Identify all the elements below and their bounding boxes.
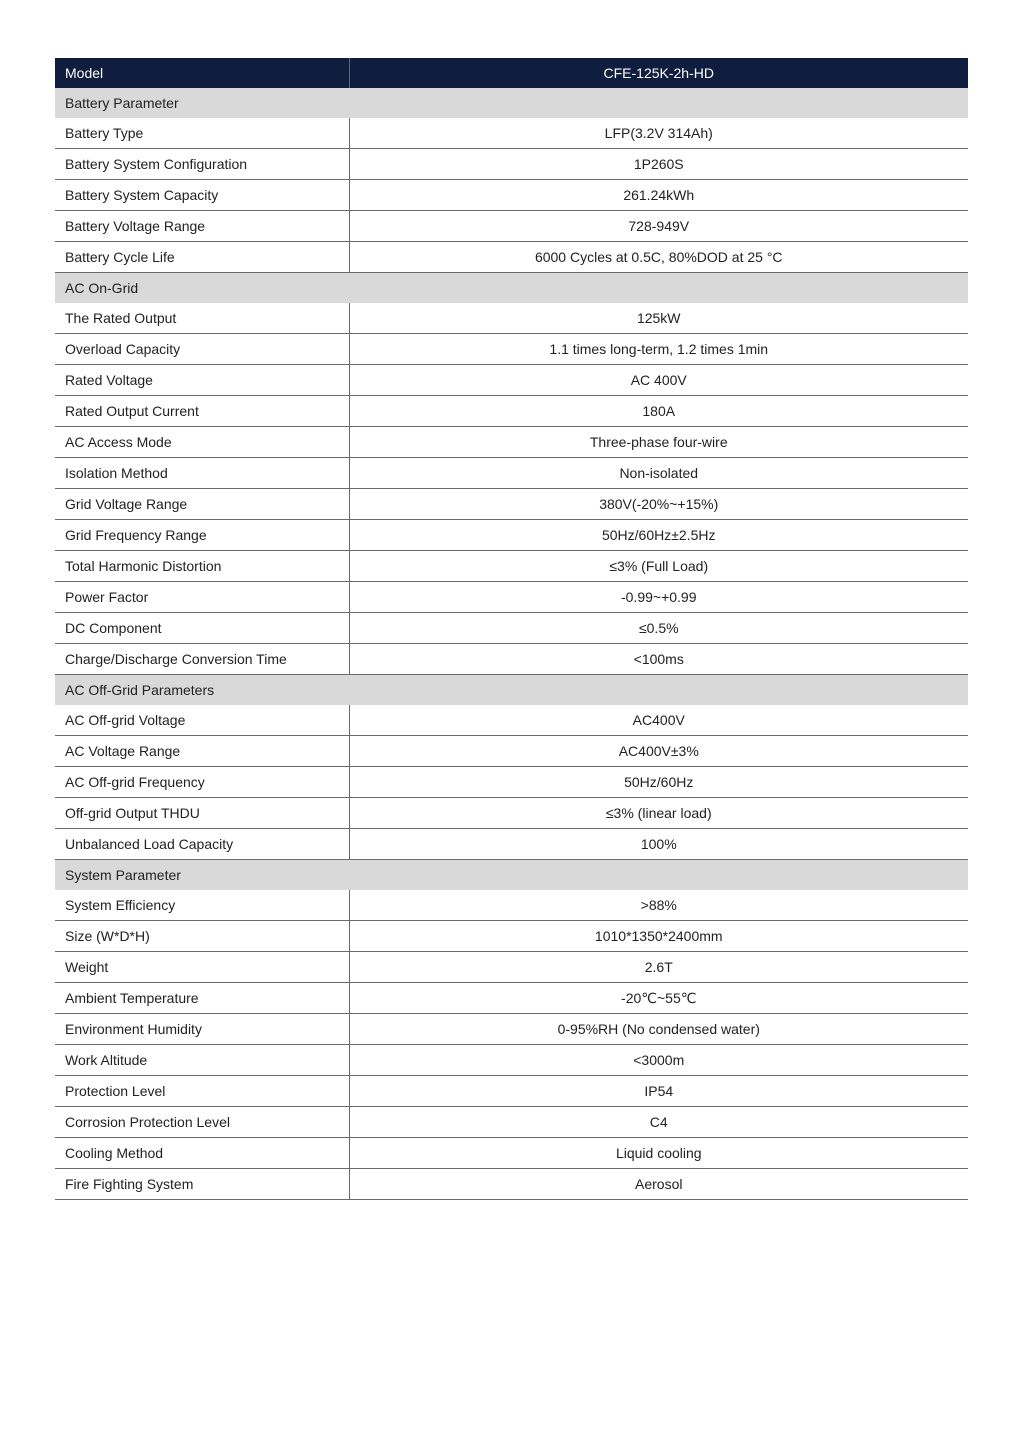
row-value: Three-phase four-wire	[349, 427, 968, 458]
table-row	[55, 1014, 968, 1045]
row-label: Grid Voltage Range	[55, 489, 349, 520]
table-row	[55, 767, 968, 798]
row-label: Rated Output Current	[55, 396, 349, 427]
section-header-row	[55, 675, 968, 706]
row-label: AC Off-grid Frequency	[55, 767, 349, 798]
table-row	[55, 520, 968, 551]
table-row	[55, 890, 968, 921]
row-value: 1.1 times long-term, 1.2 times 1min	[349, 334, 968, 365]
row-value: AC400V±3%	[349, 736, 968, 767]
row-label: DC Component	[55, 613, 349, 644]
table-row	[55, 551, 968, 582]
row-value: 1P260S	[349, 149, 968, 180]
table-row	[55, 1045, 968, 1076]
row-label: The Rated Output	[55, 303, 349, 334]
row-label: System Efficiency	[55, 890, 349, 921]
table-row	[55, 829, 968, 860]
section-title: AC Off-Grid Parameters	[55, 675, 968, 706]
row-value: <3000m	[349, 1045, 968, 1076]
table-row	[55, 613, 968, 644]
row-value: -20℃~55℃	[349, 983, 968, 1014]
row-label: Isolation Method	[55, 458, 349, 489]
model-label: Model	[55, 58, 349, 88]
row-value: Aerosol	[349, 1169, 968, 1200]
row-label: Power Factor	[55, 582, 349, 613]
row-value: 50Hz/60Hz	[349, 767, 968, 798]
row-value: 100%	[349, 829, 968, 860]
row-label: Charge/Discharge Conversion Time	[55, 644, 349, 675]
row-label: Fire Fighting System	[55, 1169, 349, 1200]
row-label: Battery System Configuration	[55, 149, 349, 180]
row-value: Liquid cooling	[349, 1138, 968, 1169]
row-label: Weight	[55, 952, 349, 983]
row-value: 125kW	[349, 303, 968, 334]
row-label: Environment Humidity	[55, 1014, 349, 1045]
table-row	[55, 180, 968, 211]
row-value: 728-949V	[349, 211, 968, 242]
row-label: Battery System Capacity	[55, 180, 349, 211]
table-row	[55, 396, 968, 427]
row-value: ≤3% (linear load)	[349, 798, 968, 829]
section-title: System Parameter	[55, 860, 968, 891]
row-value: 380V(-20%~+15%)	[349, 489, 968, 520]
row-value: IP54	[349, 1076, 968, 1107]
section-header-row	[55, 273, 968, 304]
table-row	[55, 211, 968, 242]
row-label: Battery Voltage Range	[55, 211, 349, 242]
table-row	[55, 427, 968, 458]
table-row	[55, 365, 968, 396]
table-row	[55, 458, 968, 489]
row-value: C4	[349, 1107, 968, 1138]
table-row	[55, 736, 968, 767]
row-label: Grid Frequency Range	[55, 520, 349, 551]
table-row	[55, 644, 968, 675]
row-label: Protection Level	[55, 1076, 349, 1107]
row-value: 180A	[349, 396, 968, 427]
table-row	[55, 921, 968, 952]
row-label: Battery Type	[55, 118, 349, 149]
row-label: Corrosion Protection Level	[55, 1107, 349, 1138]
table-row	[55, 334, 968, 365]
table-row	[55, 952, 968, 983]
table-row	[55, 705, 968, 736]
row-label: AC Voltage Range	[55, 736, 349, 767]
row-value: ≤0.5%	[349, 613, 968, 644]
row-label: Battery Cycle Life	[55, 242, 349, 273]
section-header-row	[55, 860, 968, 891]
row-value: <100ms	[349, 644, 968, 675]
section-header-row	[55, 88, 968, 118]
row-value: >88%	[349, 890, 968, 921]
table-row	[55, 118, 968, 149]
row-value: 2.6T	[349, 952, 968, 983]
row-value: AC 400V	[349, 365, 968, 396]
row-label: Work Altitude	[55, 1045, 349, 1076]
row-value: 1010*1350*2400mm	[349, 921, 968, 952]
table-row	[55, 1107, 968, 1138]
row-label: Total Harmonic Distortion	[55, 551, 349, 582]
row-label: Unbalanced Load Capacity	[55, 829, 349, 860]
table-row	[55, 1138, 968, 1169]
row-label: Rated Voltage	[55, 365, 349, 396]
row-label: AC Off-grid Voltage	[55, 705, 349, 736]
row-value: -0.99~+0.99	[349, 582, 968, 613]
section-title: Battery Parameter	[55, 88, 968, 118]
table-header-row	[55, 58, 968, 88]
row-label: Cooling Method	[55, 1138, 349, 1169]
row-value: 50Hz/60Hz±2.5Hz	[349, 520, 968, 551]
row-value: AC400V	[349, 705, 968, 736]
table-row	[55, 489, 968, 520]
row-value: Non-isolated	[349, 458, 968, 489]
row-value: ≤3% (Full Load)	[349, 551, 968, 582]
table-row	[55, 1169, 968, 1200]
row-label: Off-grid Output THDU	[55, 798, 349, 829]
row-label: Overload Capacity	[55, 334, 349, 365]
table-row	[55, 1076, 968, 1107]
row-label: Ambient Temperature	[55, 983, 349, 1014]
row-label: AC Access Mode	[55, 427, 349, 458]
table-row	[55, 303, 968, 334]
section-title: AC On-Grid	[55, 273, 968, 304]
table-row	[55, 798, 968, 829]
table-row	[55, 983, 968, 1014]
spec-table-body	[55, 58, 968, 1200]
spec-table	[55, 58, 968, 1200]
row-label: Size (W*D*H)	[55, 921, 349, 952]
row-value: 6000 Cycles at 0.5C, 80%DOD at 25 °C	[349, 242, 968, 273]
row-value: 261.24kWh	[349, 180, 968, 211]
table-row	[55, 242, 968, 273]
model-value: CFE-125K-2h-HD	[349, 58, 968, 88]
table-row	[55, 582, 968, 613]
row-value: 0-95%RH (No condensed water)	[349, 1014, 968, 1045]
table-row	[55, 149, 968, 180]
row-value: LFP(3.2V 314Ah)	[349, 118, 968, 149]
